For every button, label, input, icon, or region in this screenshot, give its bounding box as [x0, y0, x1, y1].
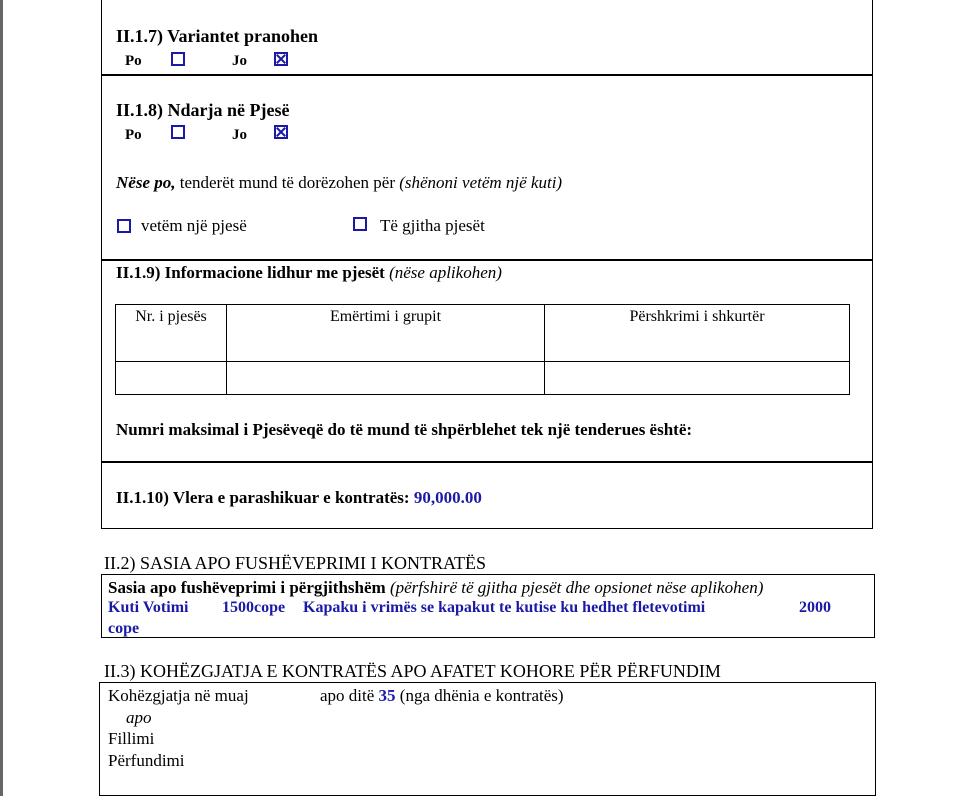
- duration-days-label: apo ditë: [320, 686, 375, 705]
- column-header-part-number: Nr. i pjesës: [116, 305, 227, 362]
- jo-checkbox-117[interactable]: [274, 52, 288, 66]
- divider-118-119: [101, 259, 873, 261]
- section-119-title-text: II.1.9) Informacione lidhur me pjesët: [116, 263, 385, 282]
- jo-checkbox-118[interactable]: [274, 125, 288, 139]
- po-checkbox-118[interactable]: [171, 125, 185, 139]
- section-119-hint: (nëse aplikohen): [389, 263, 502, 282]
- parts-table: [115, 304, 850, 395]
- section-119-title: [116, 263, 502, 283]
- table-cell-short-description[interactable]: [545, 362, 850, 395]
- nese-po-text: tenderët mund të dorëzohen për: [175, 173, 400, 192]
- contract-value-line: [116, 488, 482, 508]
- jo-label-117: Jo: [232, 53, 247, 69]
- scope-item-name: Kuti Votimi: [108, 599, 189, 616]
- duration-days-line: [320, 686, 564, 706]
- section-ii-2-heading: II.2) SASIA APO FUSHËVEPRIMI I KONTRATËS: [104, 553, 487, 573]
- divider-117-118: [101, 74, 873, 76]
- section-117-title: II.1.7) Variantet pranohen: [116, 26, 319, 46]
- jo-label-118: Jo: [232, 127, 247, 143]
- column-header-short-description: Përshkrimi i shkurtër: [545, 305, 850, 362]
- duration-months-label: Kohëzgjatja në muaj: [108, 686, 249, 705]
- page-edge: [0, 0, 3, 796]
- table-cell-part-number[interactable]: [116, 362, 227, 395]
- start-label: Fillimi: [108, 729, 155, 748]
- table-cell-group-name[interactable]: [227, 362, 545, 395]
- column-header-group-name: Emërtimi i grupit: [227, 305, 545, 362]
- max-parts-label: Numri maksimal i Pjesëveqë do të mund të shpërblehet tek një tenderues është:: [116, 420, 693, 439]
- all-parts-checkbox[interactable]: [353, 217, 367, 231]
- po-checkbox-117[interactable]: [171, 52, 185, 66]
- all-parts-label: Të gjitha pjesët: [380, 216, 485, 235]
- section-118-title: II.1.8) Ndarja në Pjesë: [116, 100, 290, 120]
- nese-po-hint: (shënoni vetëm një kuti): [399, 173, 563, 192]
- scope-item-description: Kapaku i vrimës se kapakut te kutise ku hedhet fletevotimi: [303, 599, 706, 616]
- nese-po-lead: Nëse po,: [116, 173, 176, 192]
- duration-days-value: 35: [378, 686, 396, 705]
- po-label-118: Po: [125, 127, 142, 143]
- divider-119-1110: [101, 461, 873, 463]
- po-label-117: Po: [125, 53, 142, 69]
- duration-days-suffix: (nga dhënia e kontratës): [399, 686, 564, 705]
- single-part-checkbox[interactable]: [117, 219, 131, 233]
- contract-value-label: II.1.10) Vlera e parashikuar e kontratës:: [116, 488, 414, 507]
- scope-label: Sasia apo fushëveprimi i përgjithshëm: [108, 578, 386, 597]
- apo-label: apo: [126, 708, 152, 727]
- scope-item-quantity: 1500cope: [222, 599, 286, 616]
- single-part-label: vetëm një pjesë: [141, 216, 247, 235]
- scope-hint: (përfshirë të gjitha pjesët dhe opsionet nëse aplikohen): [389, 578, 764, 597]
- nese-po-line: [116, 173, 562, 193]
- section-ii-3-heading: II.3) KOHËZGJATJA E KONTRATËS APO AFATET KOHORE PËR PËRFUNDIM: [104, 661, 721, 681]
- scope-label-line: [108, 578, 763, 598]
- contract-value: 90,000.00: [413, 488, 482, 507]
- scope-item-unit: cope: [108, 620, 140, 637]
- end-label: Përfundimi: [108, 751, 185, 770]
- scope-item-quantity-2: 2000: [799, 599, 831, 616]
